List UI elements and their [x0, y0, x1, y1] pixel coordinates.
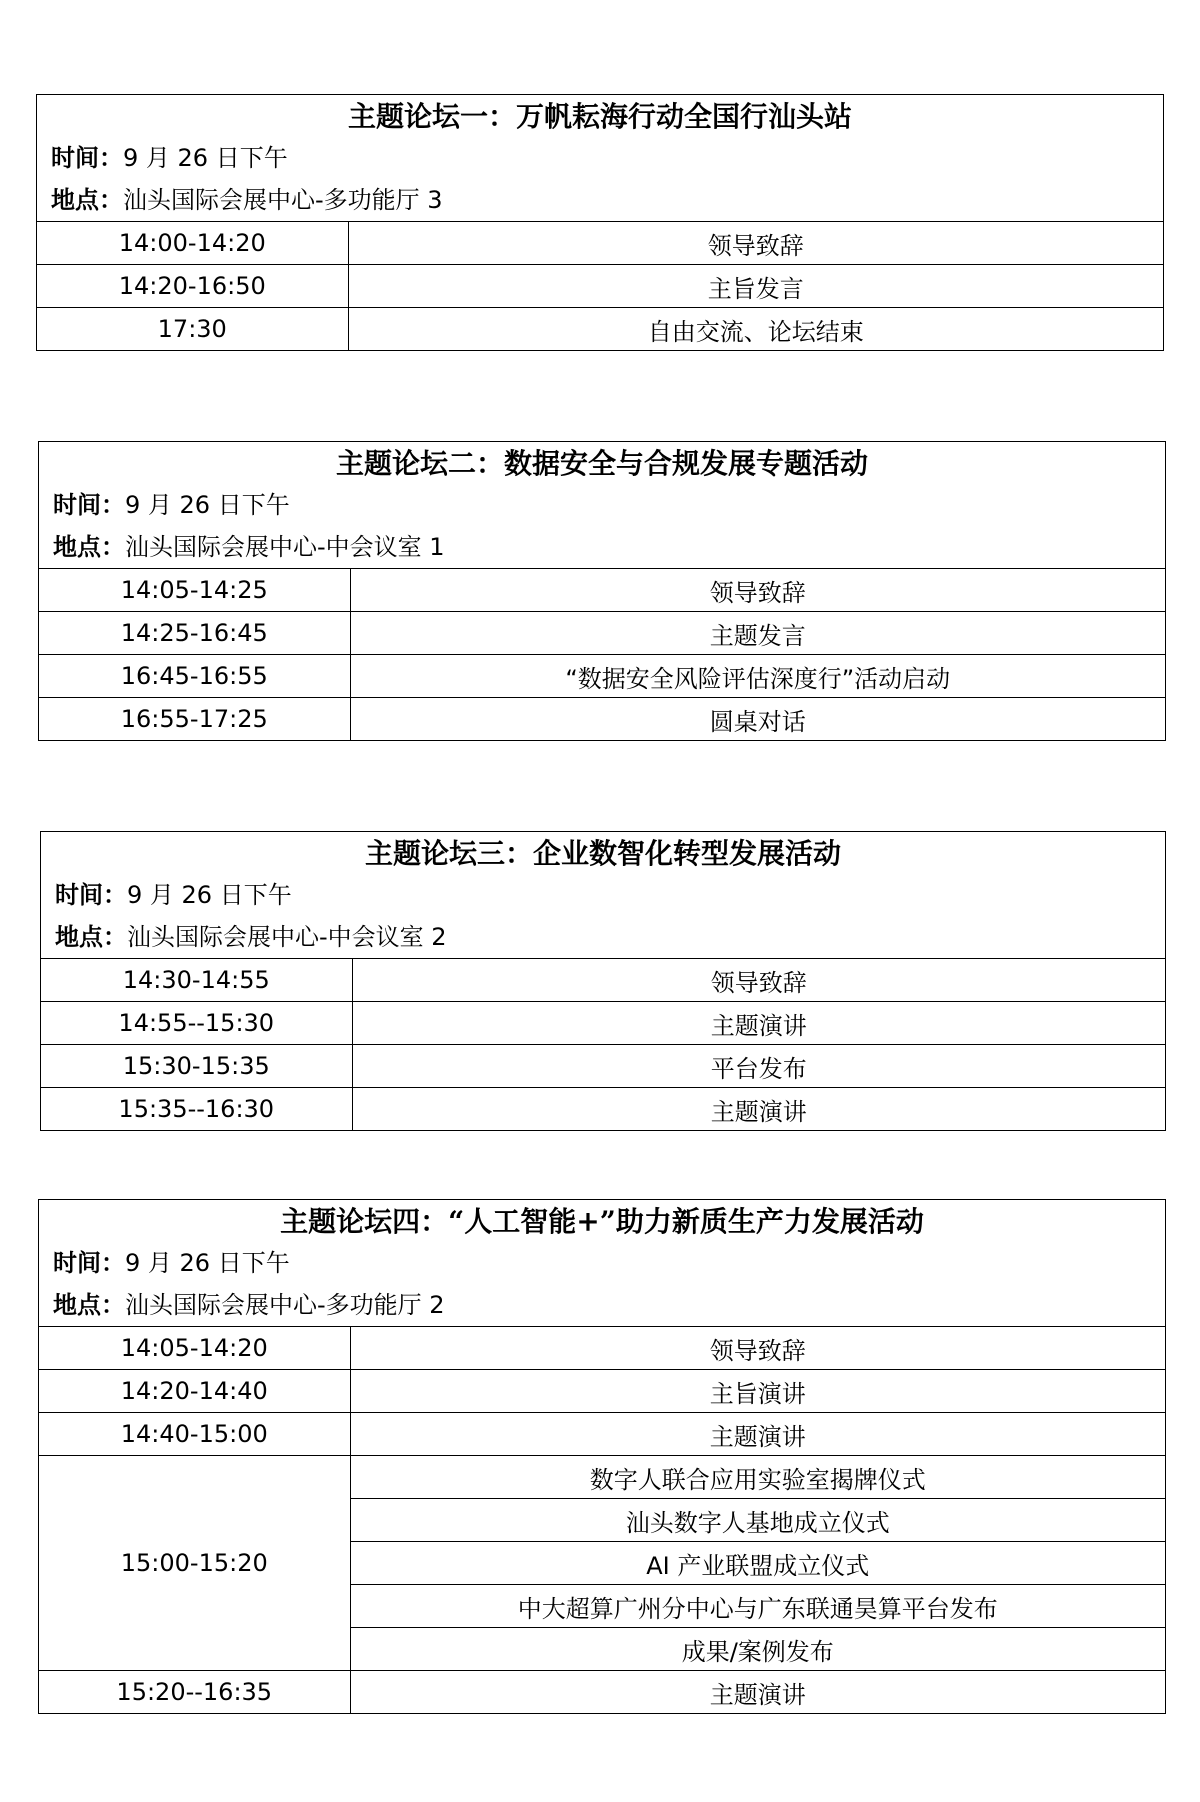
forum-time: 9 月 26 日下午 — [125, 1249, 290, 1277]
forum-venue: 汕头国际会展中心-中会议室 1 — [125, 533, 445, 561]
table-row — [37, 308, 1163, 351]
item-cell: 主旨演讲 — [350, 1370, 1165, 1413]
forum-title: 主题论坛三：企业数智化转型发展活动 — [364, 837, 841, 870]
venue-label: 地点： — [51, 185, 123, 214]
table-row — [41, 1045, 1165, 1088]
forum-2 — [38, 441, 1166, 741]
item-cell: 中大超算广州分中心与广东联通昊算平台发布 — [350, 1585, 1165, 1628]
forum-time: 9 月 26 日下午 — [123, 144, 288, 172]
time-cell: 14:00-14:20 — [37, 222, 348, 265]
forum-venue-line — [41, 916, 1165, 958]
forum-3 — [40, 831, 1166, 1131]
item-cell: 主题演讲 — [350, 1671, 1165, 1714]
item-cell: 成果/案例发布 — [350, 1628, 1165, 1671]
time-label: 时间： — [53, 1248, 125, 1277]
forum-venue-line — [39, 1284, 1165, 1326]
schedule-table — [39, 1327, 1165, 1713]
time-cell: 15:20--16:35 — [39, 1671, 350, 1714]
time-label: 时间： — [55, 880, 127, 909]
table-row — [41, 959, 1165, 1002]
table-row — [39, 612, 1165, 655]
schedule-table — [37, 222, 1163, 350]
time-label: 时间： — [53, 490, 125, 519]
table-row — [37, 265, 1163, 308]
forum-time-line — [39, 1242, 1165, 1284]
item-cell: “数据安全风险评估深度行”活动启动 — [350, 655, 1165, 698]
item-cell: 平台发布 — [352, 1045, 1165, 1088]
item-cell: 主题发言 — [350, 612, 1165, 655]
forum-venue-line — [39, 526, 1165, 568]
item-cell: 圆桌对话 — [350, 698, 1165, 741]
time-cell: 14:40-15:00 — [39, 1413, 350, 1456]
table-row — [39, 1413, 1165, 1456]
venue-label: 地点： — [53, 532, 125, 561]
time-cell: 17:30 — [37, 308, 348, 351]
table-row — [37, 222, 1163, 265]
time-cell: 15:00-15:20 — [39, 1456, 350, 1671]
table-row — [41, 1002, 1165, 1045]
item-cell: 数字人联合应用实验室揭牌仪式 — [350, 1456, 1165, 1499]
forum-time-line — [41, 874, 1165, 916]
time-cell: 14:05-14:20 — [39, 1327, 350, 1370]
table-row — [39, 1370, 1165, 1413]
item-cell: 领导致辞 — [707, 231, 804, 260]
table-row — [39, 698, 1165, 741]
forum-title: 主题论坛一：万帆耘海行动全国行汕头站 — [347, 100, 852, 133]
time-cell: 14:05-14:25 — [39, 569, 350, 612]
item-cell: 主题演讲 — [352, 1088, 1165, 1131]
item-cell: 主旨发言 — [348, 265, 1163, 308]
forum-4 — [38, 1199, 1166, 1714]
venue-label: 地点： — [53, 1290, 125, 1319]
table-row — [39, 1671, 1165, 1714]
time-cell: 15:30-15:35 — [41, 1045, 352, 1088]
table-row — [39, 1327, 1165, 1370]
item-cell: 领导致辞 — [709, 1336, 806, 1365]
item-cell: 汕头数字人基地成立仪式 — [350, 1499, 1165, 1542]
forum-header — [41, 834, 1165, 959]
time-cell: 15:35--16:30 — [41, 1088, 352, 1131]
forum-title: 主题论坛四：“人工智能+”助力新质生产力发展活动 — [280, 1205, 924, 1238]
schedule-table — [39, 569, 1165, 740]
forum-venue: 汕头国际会展中心-多功能厅 3 — [123, 186, 443, 214]
forum-header — [39, 444, 1165, 569]
time-cell: 14:20-16:50 — [37, 265, 348, 308]
time-cell: 14:55--15:30 — [41, 1002, 352, 1045]
forum-1 — [36, 94, 1164, 351]
forum-title: 主题论坛二：数据安全与合规发展专题活动 — [335, 447, 868, 480]
item-cell: 领导致辞 — [709, 578, 806, 607]
item-cell: 自由交流、论坛结束 — [348, 308, 1163, 351]
time-cell: 16:45-16:55 — [39, 655, 350, 698]
forum-time-line — [39, 484, 1165, 526]
item-cell: 主题演讲 — [350, 1413, 1165, 1456]
item-cell: AI 产业联盟成立仪式 — [350, 1542, 1165, 1585]
item-cell: 主题演讲 — [352, 1002, 1165, 1045]
time-cell: 14:25-16:45 — [39, 612, 350, 655]
time-label: 时间： — [51, 143, 123, 172]
forum-venue: 汕头国际会展中心-多功能厅 2 — [125, 1291, 445, 1319]
time-cell: 14:20-14:40 — [39, 1370, 350, 1413]
table-row — [41, 1088, 1165, 1131]
venue-label: 地点： — [55, 922, 127, 951]
time-cell: 16:55-17:25 — [39, 698, 350, 741]
table-row — [39, 569, 1165, 612]
item-cell: 领导致辞 — [710, 968, 807, 997]
table-row — [39, 1456, 1165, 1499]
schedule-table — [41, 959, 1165, 1130]
forum-header — [37, 97, 1163, 222]
table-row — [39, 655, 1165, 698]
forum-time-line — [37, 137, 1163, 179]
time-cell: 14:30-14:55 — [41, 959, 352, 1002]
forum-venue-line — [37, 179, 1163, 221]
forum-time: 9 月 26 日下午 — [125, 491, 290, 519]
forum-header — [39, 1202, 1165, 1327]
forum-venue: 汕头国际会展中心-中会议室 2 — [127, 923, 447, 951]
forum-time: 9 月 26 日下午 — [127, 881, 292, 909]
